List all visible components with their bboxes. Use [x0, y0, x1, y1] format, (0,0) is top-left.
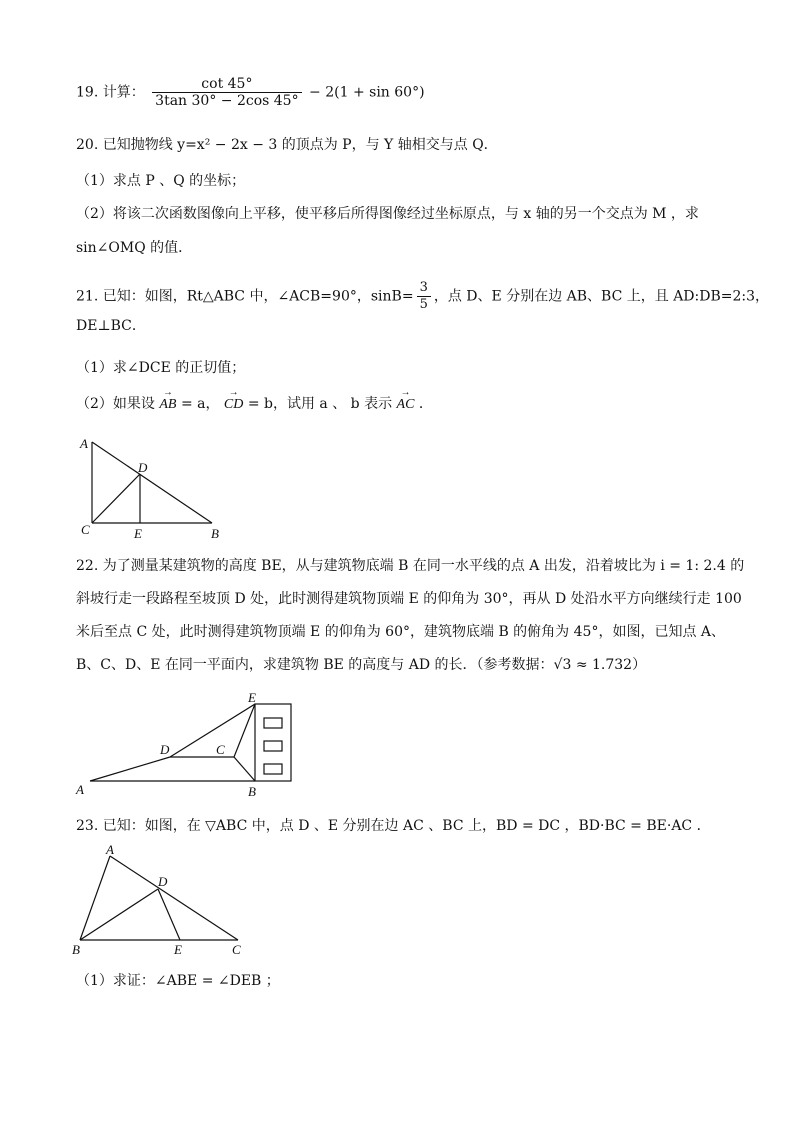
q22-window-1 [264, 718, 282, 728]
q22-label-d: D [160, 742, 170, 757]
q21-triangle-figure [70, 430, 240, 545]
q21-segment-cd [92, 474, 140, 523]
q22-line1: 22. 为了测量某建筑物的高度 BE，从与建筑物底端 B 在同一水平线的点 A 出发，沿着坡比为 i = 1: 2.4 的 [76, 558, 745, 574]
q21-sinb-fraction [417, 280, 431, 313]
q21-stem-b: ，点 D、E 分别在边 AB、BC 上，且 AD:DB=2:3， [433, 288, 770, 305]
q21-frac-num: 3 [417, 280, 431, 297]
q21-label-e: E [134, 526, 142, 541]
q23-segment-bd [80, 889, 158, 940]
q21-stem-line2: DE⊥BC． [76, 318, 146, 334]
q21-part1: （1）求∠DCE 的正切值； [76, 360, 246, 376]
q22-building-figure [70, 690, 310, 805]
q23-side-ab [80, 856, 110, 940]
q22-label-c: C [216, 742, 225, 757]
q21-vector-cd: → CD [224, 396, 243, 414]
q19-numerator: cot 45° [152, 76, 301, 93]
q21-label-d: D [138, 460, 148, 475]
q21-frac-den: 5 [419, 297, 428, 312]
q22-label-a: A [76, 782, 84, 797]
q22-sight-de [170, 704, 255, 757]
q23-label-e: E [174, 942, 182, 957]
q21-vector-ac: → AC [397, 396, 415, 414]
q19-formula [76, 76, 425, 109]
q22-line2: 斜坡行走一段路程至坡顶 D 处，此时测得建筑物顶端 E 的仰角为 30°，再从 D 处沿水平方向继续行走 100 [76, 591, 742, 607]
q21-label-b: B [211, 526, 219, 541]
q20-part2: （2）将该二次函数图像向上平移，使平移后所得图像经过坐标原点，与 x 轴的另一个交点为 M ，求 [76, 206, 699, 222]
q21-label-c: C [81, 522, 90, 537]
q22-line4: B、C、D、E 在同一平面内，求建筑物 BE 的高度与 AD 的长．（参考数据：√3 ≈ 1.732） [76, 657, 647, 673]
q19-label: 19. 计算： [76, 84, 145, 101]
q22-label-e: E [248, 690, 256, 705]
q21-stem [76, 280, 769, 313]
q22-slope-ad [90, 757, 170, 781]
q20-stem: 20. 已知抛物线 y=x² − 2x − 3 的顶点为 P，与 Y 轴相交与点 Q． [76, 137, 498, 153]
q21-part2-b: = a， [180, 396, 220, 412]
q23-stem: 23. 已知：如图，在 ▽ABC 中，点 D 、E 分别在边 AC 、BC 上，BD = DC ，BD·BC = BE·AC ． [76, 818, 711, 834]
q21-part2-a: （2）如果设 [76, 396, 155, 412]
q23-label-a: A [106, 842, 114, 857]
q23-label-c: C [232, 942, 241, 957]
q19-denominator: 3tan 30° − 2cos 45° [155, 93, 299, 109]
q20-part1: （1）求点 P 、Q 的坐标； [76, 173, 246, 189]
q22-window-2 [264, 741, 282, 751]
q21-label-a: A [80, 436, 88, 451]
q22-sight-cb [234, 757, 255, 781]
q21-part2-d: ． [418, 396, 433, 412]
q22-line3: 米后至点 C 处，此时测得建筑物顶端 E 的仰角为 60°，建筑物底端 B 的俯角为 45°，如图，已知点 A、 [76, 624, 726, 640]
q23-segment-de [158, 889, 180, 940]
q23-label-d: D [158, 874, 168, 889]
q19-tail: − 2(1 + sin 60°) [309, 84, 425, 101]
q21-side-ab [92, 442, 212, 523]
q23-part1: （1）求证：∠ABE = ∠DEB ； [76, 973, 280, 989]
q21-part2 [76, 395, 433, 414]
q21-part2-c: = b，试用 a 、 b 表示 [247, 396, 393, 412]
q21-stem-a: 21. 已知：如图，Rt△ABC 中，∠ACB=90°，sinB= [76, 288, 414, 305]
q23-label-b: B [72, 942, 80, 957]
q23-triangle-figure [66, 842, 256, 960]
q22-label-b: B [248, 784, 256, 799]
q21-vector-ab: → AB [159, 396, 176, 414]
q22-sight-ce [234, 704, 255, 757]
q19-fraction [152, 76, 301, 109]
q22-building [255, 704, 291, 781]
q22-window-3 [264, 764, 282, 774]
q20-part2-cont: sin∠OMQ 的值． [76, 240, 193, 256]
